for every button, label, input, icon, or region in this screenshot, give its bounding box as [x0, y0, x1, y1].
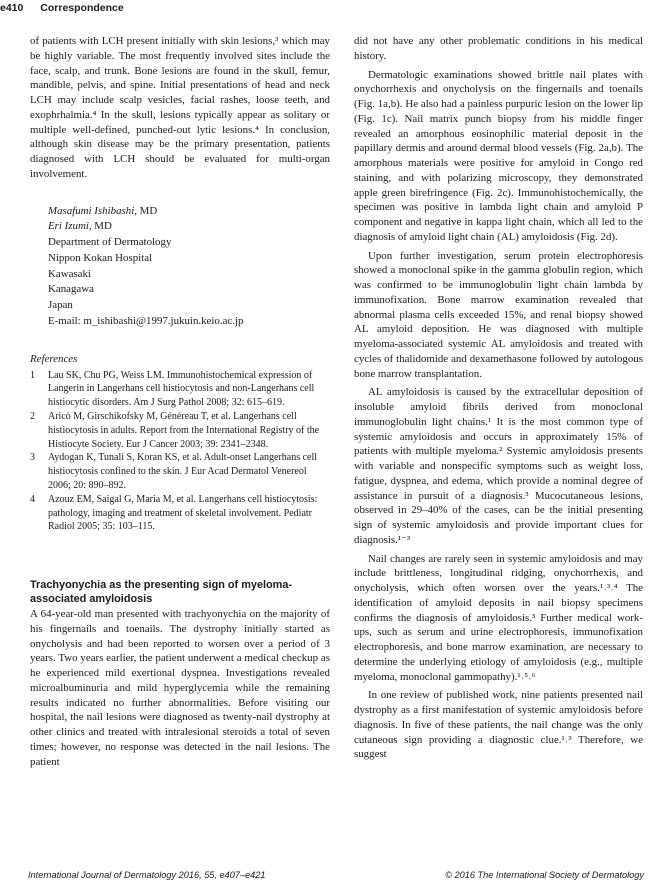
page-footer — [0, 870, 650, 883]
continued-paragraph: of patients with LCH present initially with skin lesions,³ which may be highly variable. The most frequently involved sites include the face, scalp, and trunk. Bone lesions are found in the skull, femur, mandible, pelvis, and spine. Initial presentations of head and neck LCH may include scalp vesicles, facial rashes, loose teeth, and exophrhalmia.⁴ In the skull, lesions typically appear as solitary or multiple well-defined, punched-out lytic lesions.⁴ In conclusion, although skin disease may be the primary presentation, patients diagnosed with LCH should be evaluated for multi-organ involvement. — [30, 35, 330, 180]
reference-item — [30, 369, 330, 410]
reference-item — [30, 493, 330, 534]
copyright-notice: © 2016 The International Society of Dermatology — [445, 870, 644, 880]
reference-text: Aydogan K, Tunali S, Koran KS, et al. Adult-onset Langerhans cell histiocytosis confined to the skin. J Eur Acad Dermatol Venereol 2006; 20: 890–892. — [48, 452, 318, 491]
reference-number: 1 — [30, 369, 35, 381]
author-line — [48, 219, 330, 235]
address-line: Kanagawa — [48, 283, 94, 296]
address-line: Japan — [48, 299, 73, 312]
reference-number: 3 — [30, 452, 35, 464]
reference-number: 2 — [30, 411, 35, 423]
body-paragraph: Nail changes are rarely seen in systemic amyloidosis and may include brittleness, longitudinal ridging, onychorrhexis, and onycholysis, which often worsen over the years.¹˒³˒⁴ The identification of amyloid deposits in nail biopsy specimens confirms the diagnosis of amyloidosis.³ Further medical work-ups, such as serum and urine electrophoresis, immunofixation electrophoresis, and bone marrow examination, are necessary to determine the underlying etiology of amyloidosis (e.g., multiple myeloma, monoclonal gammopathy).¹˒⁵˒⁶ — [354, 552, 643, 683]
reference-item — [30, 410, 330, 451]
reference-text: Lau SK, Chu PG, Weiss LM. Immunohistochemical expression of Langerin in Langerhans cell histiocytosis and non-Langerhans cell histiocytic disorders. Am J Surg Pathol 2008; 32: 615–619. — [48, 369, 315, 409]
page-header — [0, 2, 650, 18]
reference-text: Aricò M, Girschikofsky M, Généreau T, et al. Langerhans cell histiocytosis in adults. Report from the International Registry of the Histiocyte Society. Eur J Cancer 2003; 39: 2341–2348. — [48, 411, 320, 450]
body-paragraph: Upon further investigation, serum protein electrophoresis showed a monoclonal spike in the gamma globulin region, which was confirmed to be immunoglobulin light chain lambda by immunofixation. Bone marrow examination revealed that abnormal plasma cells exceeded 15%, and renal biopsy showed AL amyloid deposition. He was diagnosed with multiple myeloma-associated systemic AL amyloidosis and treated with cycles of thalidomide and dexamethasone followed by autologous bone marrow transplantation. — [354, 249, 643, 380]
body-paragraph: did not have any other problematic conditions in his medical history. — [354, 35, 643, 62]
body-paragraph: AL amyloidosis is caused by the extracellular deposition of insoluble amyloid fibrils derived from monoclonal immunoglobulin light chains.¹ It is the most common type of systemic amyloidosis and occurs in approximately 15% of patients with multiple myeloma.² Systemic amyloidosis presents with variable and nonspecific symptoms such as weight loss, fatigue, dyspnea, and edema, which provide a nominal degree of assistance in pursuit of a diagnosis.³ Mucocutaneous lesions, observed in 29–40% of the cases, can be the initial presenting sign of systemic amyloidosis and provide important clues for diagnosis.¹⁻³ — [354, 386, 643, 546]
article-paragraph: A 64-year-old man presented with trachyonychia on the majority of his fingernails and toenails. The dystrophy initially started as onycholysis and had been reported to worsen over a period of 3 years. Two years earlier, the patient underwent a medical checkup as he experienced mild exertional dyspnea. Investigations revealed microalbuminuria and mild hyperglycemia while the remaining results indicated no further abnormalities. Before visiting our hospital, the nail lesions were diagnosed as twenty-nail dystrophy at other clinics and treated with intralesional steroids a total of seven times; however, no response was detected in the nail lesions. The patient — [30, 608, 330, 768]
author-name: Masafumi Ishibashi, — [48, 204, 137, 217]
journal-citation: International Journal of Dermatology 2016, 55, e407–e421 — [28, 870, 266, 880]
right-column — [354, 34, 643, 762]
reference-text: Azouz EM, Saigal G, Maria M, et al. Langerhans cell histiocytosis: pathology, imaging and treatment of skeletal involvement. Pediatr Radiol 2005; 35: 103–115. — [48, 493, 318, 533]
left-column — [30, 34, 330, 769]
address-line: Kawasaki — [48, 267, 91, 280]
author-degree: MD — [136, 204, 158, 217]
reference-list — [30, 369, 330, 535]
references-heading: References — [30, 352, 78, 365]
page-number: e410 — [0, 2, 24, 14]
author-name: Eri Izumi, — [48, 220, 92, 233]
reference-item — [30, 451, 330, 492]
email-link[interactable]: E-mail: m_ishibashi@1997.jukuin.keio.ac.jp — [48, 315, 244, 328]
section-name: Correspondence — [40, 2, 124, 14]
article-title: Trachyonychia as the presenting sign of myeloma-associated amyloidosis — [30, 579, 293, 606]
address-line: Nippon Kokan Hospital — [48, 251, 153, 264]
address-line: Department of Dermatology — [48, 236, 172, 249]
reference-number: 4 — [30, 493, 35, 505]
body-paragraph: In one review of published work, nine patients presented nail dystrophy as a first manifestation of systemic amyloidosis before diagnosis. In five of these patients, the nail change was the only cutaneous sign providing a diagnostic clue.¹˒³ Therefore, we suggest — [354, 689, 643, 761]
body-paragraph: Dermatologic examinations showed brittle nail plates with onychorrhexis and onycholysis on the fingernails and toenails (Fig. 1a,b). He also had a painless purpuric lesion on the lower lip (Fig. 1c). Nail matrix punch biopsy from his middle finger revealed an amorphous eosinophilic material deposit in the papillary dermis and around dermal blood vessels (Fig. 2a,b). The amorphous materials were positive for amyloid in Congo red staining, and with polarizing microscopy, they demonstrated apple green birefringence (Fig. 2c). Immunohistochemically, the specimen was positive in lambda light chain and amyloid P component and negative in kappa light chain, which all led to the diagnosis of amyloid light chain (AL) amyloidosis (Fig. 2d). — [354, 68, 643, 243]
author-address-block — [30, 204, 330, 330]
author-degree: MD — [91, 220, 112, 233]
author-line — [48, 204, 330, 220]
